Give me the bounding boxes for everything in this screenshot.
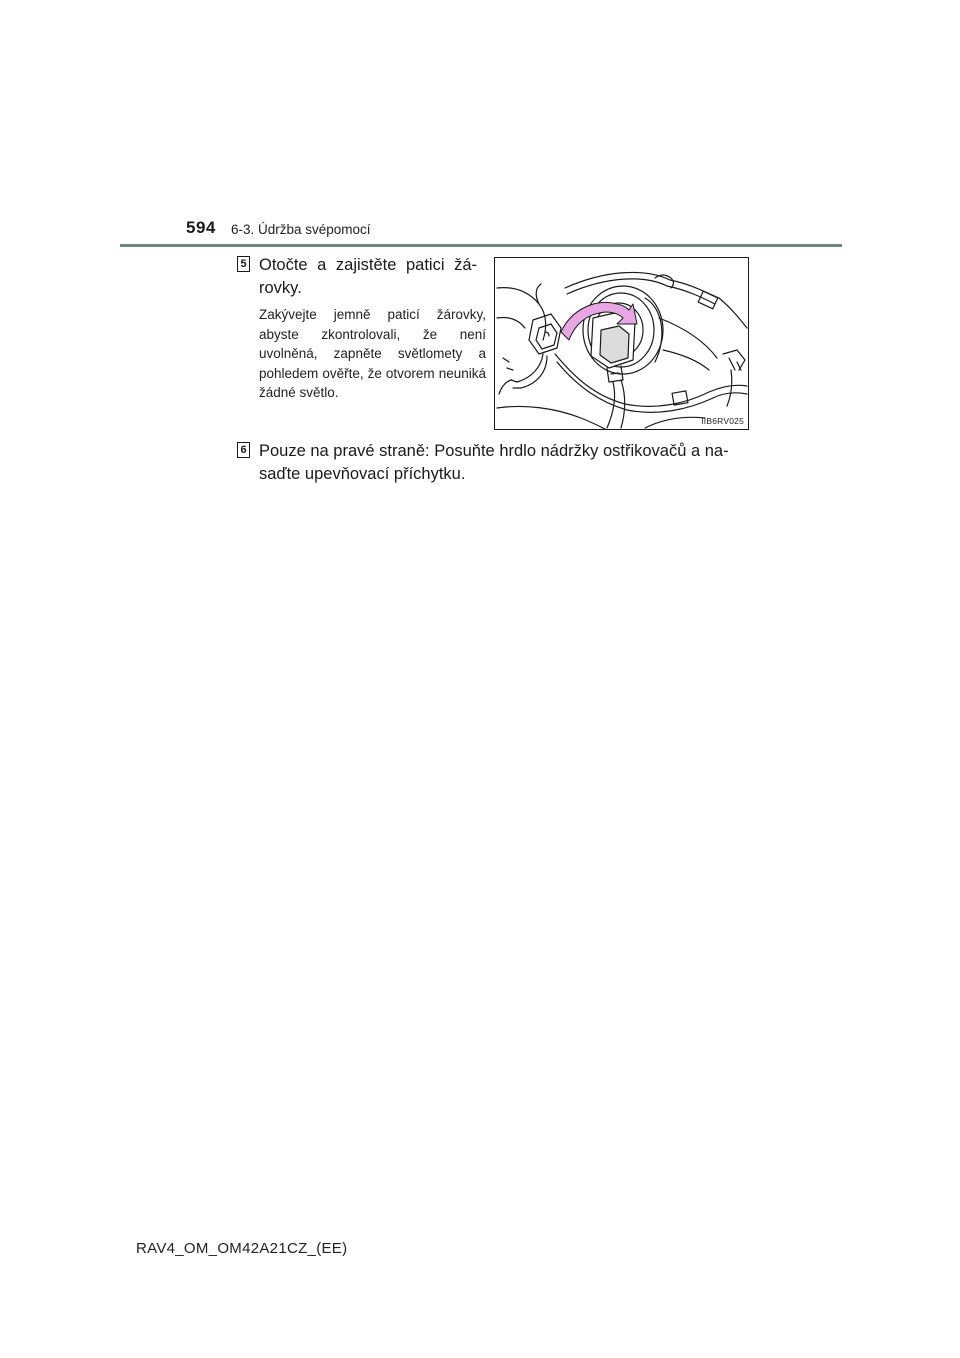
- section-title: 6-3. Údržba svépomocí: [231, 222, 371, 237]
- header-rule: [120, 244, 842, 247]
- bulb-socket-illustration: [494, 257, 749, 430]
- step-5-description: Zakývejte jemně paticí žárovky, abyste zkontrolovali, že není uvolněná, zapněte světlomety a pohledem ověřte, že otvorem neuniká žádné světlo.: [259, 307, 486, 400]
- step-5-badge: 5: [237, 256, 250, 272]
- step-6-badge: 6: [237, 442, 250, 458]
- step-6-text: Pouze na pravé straně: Posuňte hrdlo nádržky ostřikovačů a na-saďte upevňovací příchytku.: [259, 442, 729, 483]
- footer-code: RAV4_OM_OM42A21CZ_(EE): [136, 1240, 348, 1257]
- headlight-bulb-drawing: [495, 258, 748, 429]
- page-number: 594: [186, 218, 216, 237]
- figure-code: IIB6RV025: [701, 416, 744, 426]
- step-5-title: Otočte a zajistěte patici žá-rovky.: [259, 256, 477, 297]
